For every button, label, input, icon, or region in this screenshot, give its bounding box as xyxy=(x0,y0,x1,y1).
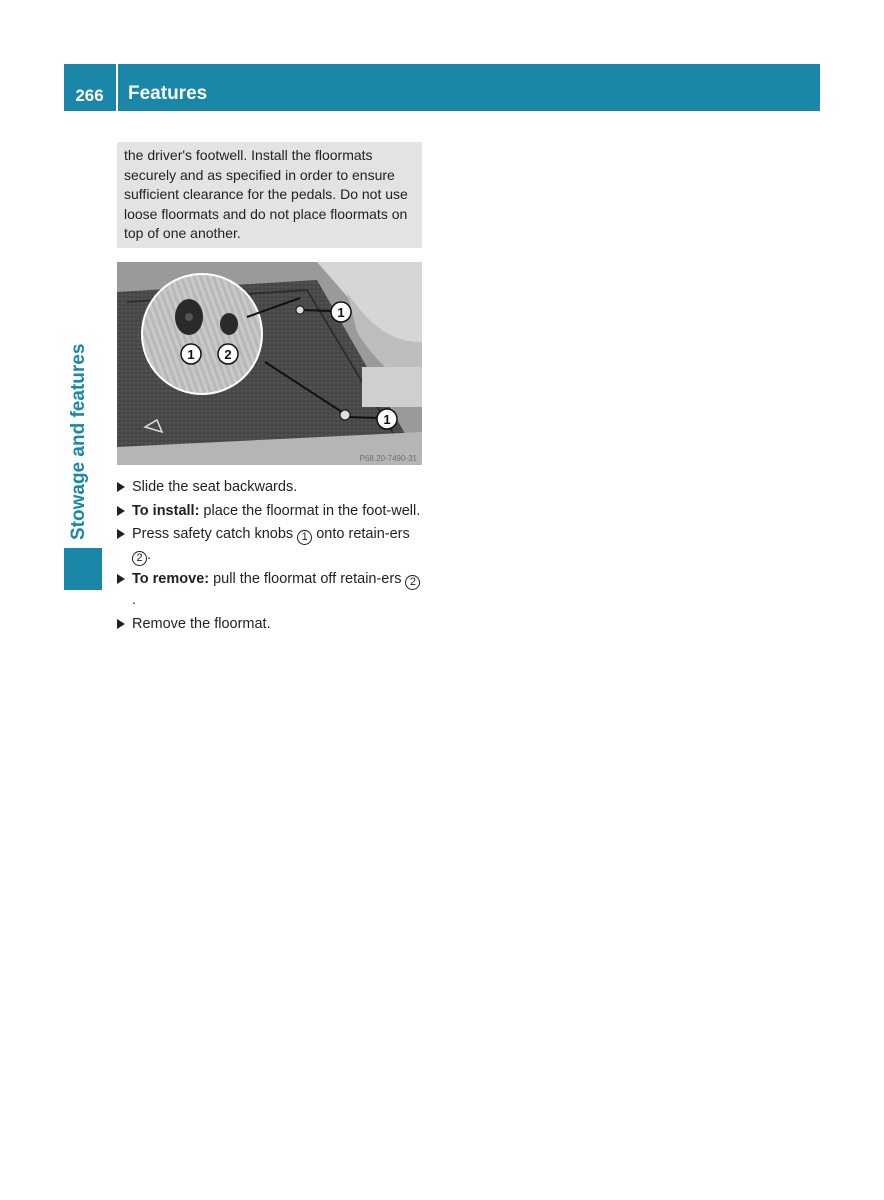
header-divider xyxy=(116,64,118,111)
callout-2-circle xyxy=(218,344,238,364)
step-text: Slide the seat backwards. xyxy=(132,479,298,495)
step-text: pull the floormat off retain-ers xyxy=(209,571,406,587)
svg-text:1: 1 xyxy=(187,347,195,362)
floormat-illustration xyxy=(117,262,422,465)
svg-text:2: 2 xyxy=(224,347,232,362)
step-item xyxy=(117,569,422,611)
step-bold-label: To remove: xyxy=(132,571,210,587)
step-item xyxy=(117,477,422,498)
step-text: Remove the floormat. xyxy=(132,615,271,632)
svg-text:1: 1 xyxy=(337,305,345,320)
side-tab-label: Stowage and features xyxy=(68,343,89,540)
callout-1-circle-a xyxy=(181,344,201,364)
callout-1-ref: 1 xyxy=(297,530,312,545)
step-arrow-icon xyxy=(117,529,125,539)
step-arrow-icon xyxy=(117,482,125,492)
section-title: Features xyxy=(128,83,208,104)
callout-2-ref: 2 xyxy=(405,575,420,590)
step-text: place the floormat in the foot-well. xyxy=(199,502,421,519)
callout-1-circle-c xyxy=(377,409,397,429)
step-text: onto retain-ers xyxy=(312,526,410,542)
image-code: P68.20-7490-31 xyxy=(359,454,417,463)
step-arrow-icon xyxy=(117,619,125,629)
warning-box: the driver's footwell. Install the floormats securely and as specified in order to ensure sufficient clearance for the pedals. Do not use loose floormats and do not place floormats on top of one another. xyxy=(117,142,422,248)
callout-1-circle-b xyxy=(331,302,351,322)
step-item xyxy=(117,614,422,635)
step-item xyxy=(117,501,422,522)
step-bold-label: To install: xyxy=(132,502,200,519)
step-arrow-icon xyxy=(117,506,125,516)
side-tab-marker xyxy=(64,548,102,590)
step-text: Press safety catch knobs xyxy=(132,526,298,542)
step-arrow-icon xyxy=(117,574,125,584)
page-number: 266 xyxy=(75,86,104,105)
svg-text:1: 1 xyxy=(383,412,391,427)
instruction-list xyxy=(117,477,422,637)
step-item xyxy=(117,524,422,566)
callout-2-ref: 2 xyxy=(132,551,147,566)
step-text: . xyxy=(132,592,137,608)
step-text: . xyxy=(147,547,152,563)
